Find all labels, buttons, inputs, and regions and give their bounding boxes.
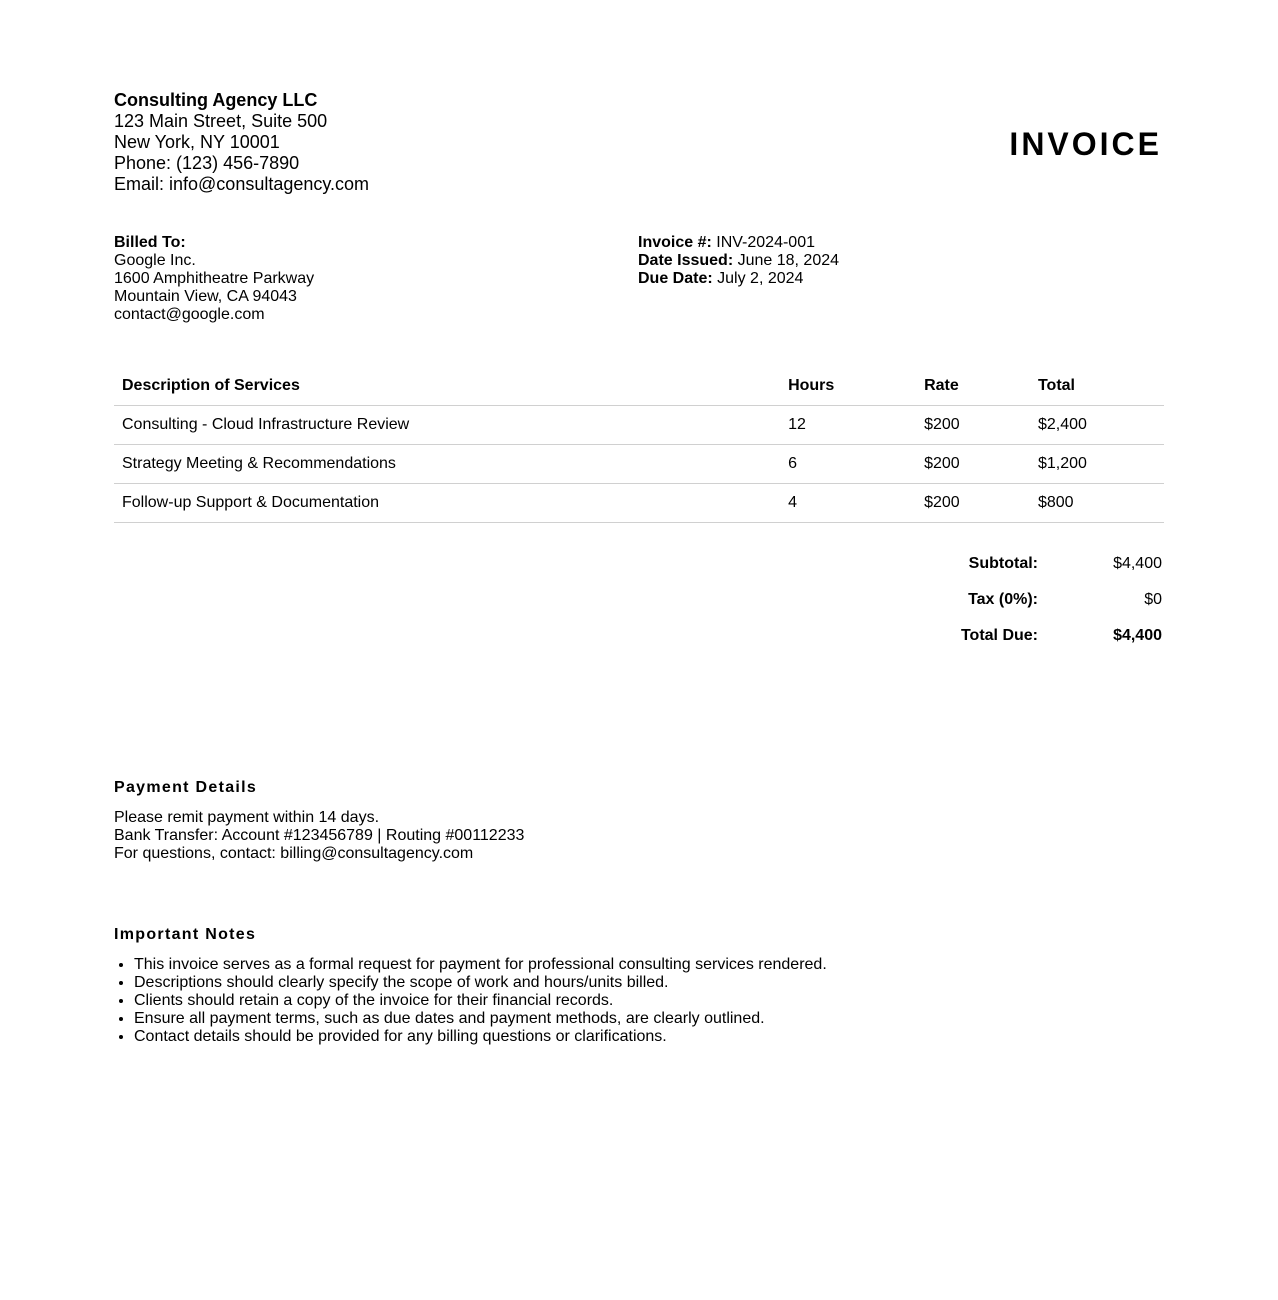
row-hours: 6 xyxy=(780,445,916,484)
due-date xyxy=(638,270,839,288)
total-due-value: $4,400 xyxy=(1113,627,1162,644)
tax-row xyxy=(862,591,1162,611)
client-name: Google Inc. xyxy=(114,252,196,269)
total-due-label: Total Due: xyxy=(960,627,1038,644)
list-item: • Descriptions should clearly specify the scope of work and hours/units billed. xyxy=(134,974,827,992)
table-row xyxy=(114,406,1164,445)
invoice-number xyxy=(638,234,839,252)
row-rate: $200 xyxy=(916,484,1030,523)
total-due-row xyxy=(862,627,1162,647)
list-item: • This invoice serves as a formal request for payment for professional consulting services rendered. xyxy=(134,956,827,974)
list-item: • Ensure all payment terms, such as due dates and payment methods, are clearly outlined. xyxy=(134,1010,827,1028)
date-issued-value: June 18, 2024 xyxy=(737,252,840,269)
row-description: Strategy Meeting & Recommendations xyxy=(114,445,780,484)
payment-details-title: Payment Details xyxy=(114,779,258,796)
company-name: Consulting Agency LLC xyxy=(114,90,318,110)
subtotal-row xyxy=(862,555,1162,575)
invoice-header xyxy=(114,90,1164,220)
bank-transfer-info: Bank Transfer: Account #123456789 | Routing #00112233 xyxy=(114,827,525,844)
billing-contact: For questions, contact: billing@consultagency.com xyxy=(114,845,474,862)
invoice-page xyxy=(114,90,1164,755)
invoice-title: INVOICE xyxy=(1009,126,1162,162)
company-info xyxy=(114,90,369,195)
list-item: • Contact details should be provided for any billing questions or clarifications. xyxy=(134,1028,827,1046)
due-date-value: July 2, 2024 xyxy=(717,270,804,287)
table-row xyxy=(114,445,1164,484)
row-total: $1,200 xyxy=(1030,445,1164,484)
row-hours: 4 xyxy=(780,484,916,523)
company-email: Email: info@consultagency.com xyxy=(114,174,370,194)
company-address-line1: 123 Main Street, Suite 500 xyxy=(114,111,328,131)
company-address-line2: New York, NY 10001 xyxy=(114,132,280,152)
totals-section xyxy=(114,555,1164,755)
notes-list xyxy=(114,956,827,1046)
client-address-line2: Mountain View, CA 94043 xyxy=(114,288,297,305)
billing-section xyxy=(114,234,1164,367)
tax-label: Tax (0%): xyxy=(968,591,1038,608)
row-rate: $200 xyxy=(916,445,1030,484)
header-hours: Hours xyxy=(780,367,916,406)
important-notes-title: Important Notes xyxy=(114,926,257,943)
payment-details xyxy=(114,778,524,863)
header-description: Description of Services xyxy=(114,367,780,406)
billed-to-label: Billed To: xyxy=(114,234,186,251)
subtotal-label: Subtotal: xyxy=(968,555,1038,572)
row-hours: 12 xyxy=(780,406,916,445)
due-date-label: Due Date: xyxy=(638,270,713,287)
billed-to xyxy=(114,234,314,324)
client-email: contact@google.com xyxy=(114,306,265,323)
invoice-meta xyxy=(638,234,839,288)
table-row xyxy=(114,484,1164,523)
header-total: Total xyxy=(1030,367,1164,406)
invoice-number-value: INV-2024-001 xyxy=(716,234,815,251)
important-notes xyxy=(114,925,827,1046)
list-item: • Clients should retain a copy of the invoice for their financial records. xyxy=(134,992,827,1010)
payment-lines xyxy=(114,809,524,863)
client-address-line1: 1600 Amphitheatre Parkway xyxy=(114,270,315,287)
payment-terms: Please remit payment within 14 days. xyxy=(114,809,380,826)
date-issued-label: Date Issued: xyxy=(638,252,734,269)
tax-value: $0 xyxy=(1144,591,1162,608)
subtotal-value: $4,400 xyxy=(1113,555,1162,572)
invoice-number-label: Invoice #: xyxy=(638,234,712,251)
row-total: $2,400 xyxy=(1030,406,1164,445)
company-phone: Phone: (123) 456-7890 xyxy=(114,153,300,173)
row-total: $800 xyxy=(1030,484,1164,523)
row-description: Consulting - Cloud Infrastructure Review xyxy=(114,406,780,445)
date-issued xyxy=(638,252,839,270)
row-rate: $200 xyxy=(916,406,1030,445)
row-description: Follow-up Support & Documentation xyxy=(114,484,780,523)
header-rate: Rate xyxy=(916,367,1030,406)
services-table xyxy=(114,367,1164,523)
table-header-row xyxy=(114,367,1164,406)
